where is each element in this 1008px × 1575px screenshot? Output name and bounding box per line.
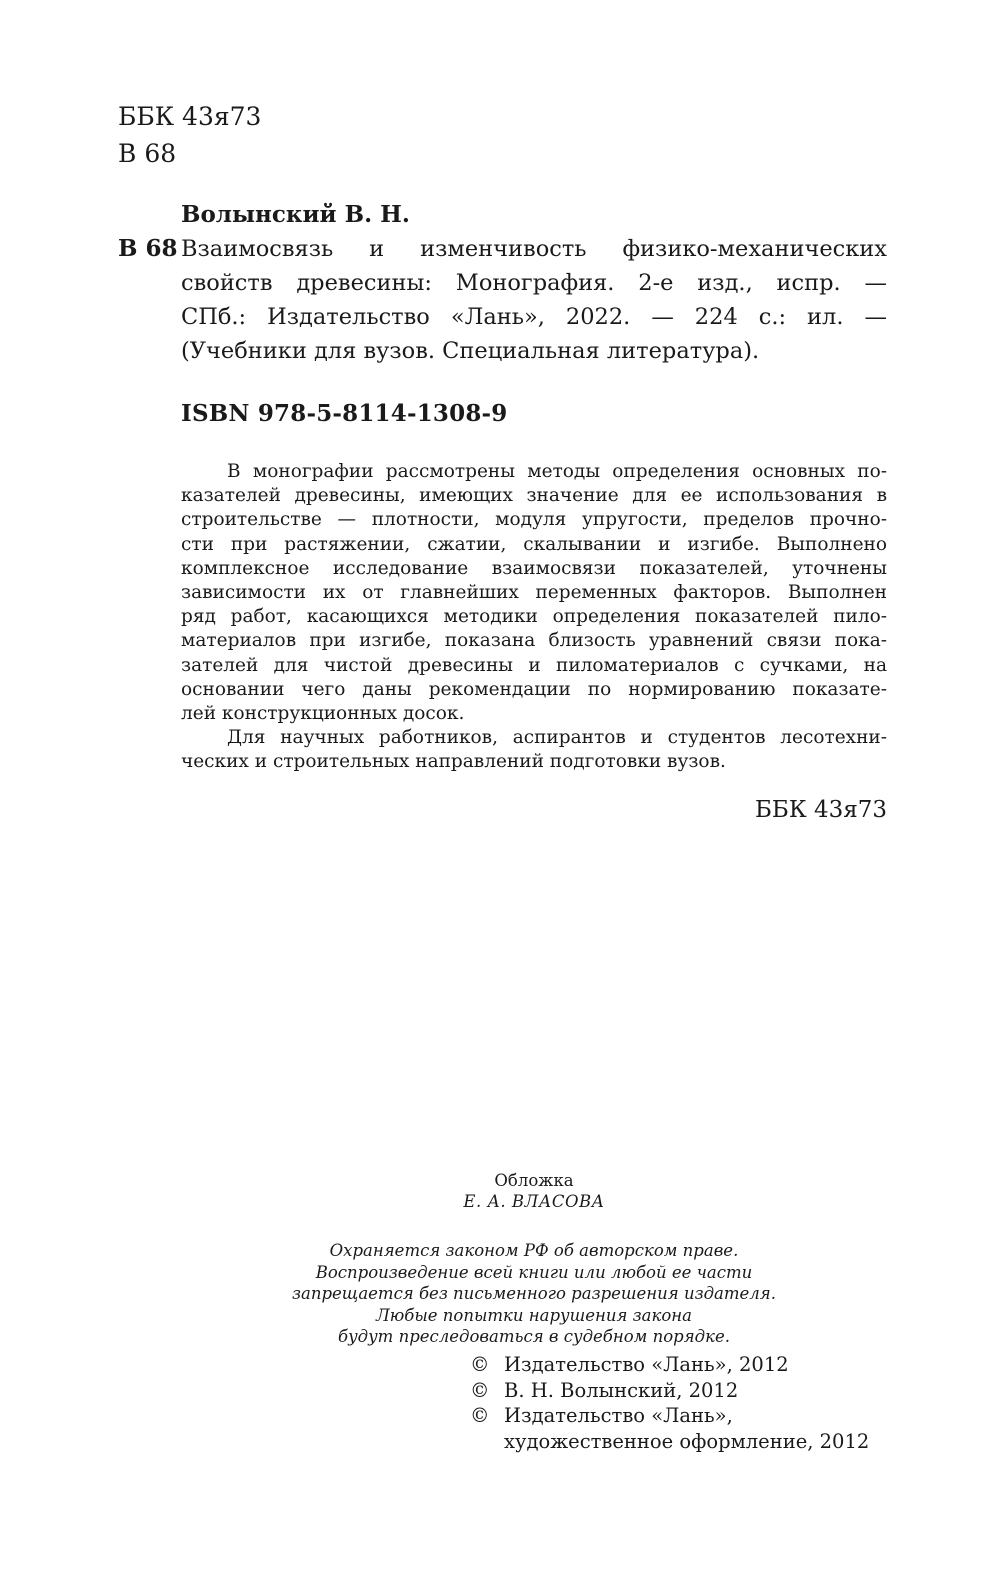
copyright-text: Издательство «Лань», 2012 [504, 1353, 789, 1376]
abstract-line: ряд работ, касающихся методики определения показателей пило- [181, 606, 887, 628]
abstract-line: казателей древесины, имеющих значение для ее использования в [181, 485, 887, 507]
abstract-line: зависимости их от главнейших переменных факторов. Выполнен [181, 582, 887, 604]
bbk-code: ББК 43я73 [118, 102, 262, 131]
legal-line: Охраняется законом РФ об авторском праве. [329, 1241, 739, 1260]
legal-line: Воспроизведение всей книги или любой ее части [315, 1262, 753, 1282]
legal-line: Любые попытки нарушения закона [375, 1305, 693, 1325]
abstract-line: строительстве — плотности, модуля упругости, пределов прочно- [181, 509, 887, 531]
abstract-line: комплексное исследование взаимосвязи показателей, уточнены [181, 557, 887, 579]
title-line: СПб.: Издательство «Лань», 2022. — 224 с.: ил. — [181, 304, 887, 330]
copyright-row [470, 1403, 869, 1429]
copyright-list [470, 1352, 869, 1454]
bbk-header [118, 98, 261, 172]
copyright-icon: © [470, 1378, 490, 1402]
title-line: (Учебники для вузов. Специальная литература). [181, 338, 760, 364]
bibliographic-description [181, 232, 887, 368]
isbn: ISBN 978-5-8114-1308-9 [181, 400, 508, 427]
abstract [181, 460, 887, 775]
bbk-footer-code: ББК 43я73 [755, 797, 887, 823]
copyright-icon: © [470, 1353, 490, 1376]
copyright-row [470, 1352, 869, 1378]
copyright-icon: © [470, 1404, 490, 1427]
abstract-line: В монографии рассмотрены методы определения основных по- [227, 461, 887, 482]
legal-line: будут преследоваться в судебном порядке. [338, 1327, 730, 1346]
abstract-line: сти при растяжении, сжатии, скалывании и изгибе. Выполнено [181, 533, 887, 555]
copyright-row [470, 1378, 869, 1404]
abstract-line: лей конструкционных досок. [181, 703, 465, 725]
abstract-line: Для научных работников, аспирантов и студентов лесотехни- [227, 727, 887, 749]
record-cipher: В 68 [118, 235, 178, 262]
abstract-line: зателей для чистой древесины и пиломатериалов с сучками, на [181, 654, 887, 676]
cover-label: Обложка [494, 1171, 574, 1190]
cover-credit [0, 1170, 1008, 1212]
author-cipher: В 68 [118, 139, 177, 168]
copyright-legal-notice [0, 1240, 1008, 1348]
cover-designer: Е. А. ВЛАСОВА [463, 1192, 605, 1211]
abstract-line: ческих и строительных направлений подготовки вузов. [181, 751, 726, 773]
title-line: свойств древесины: Монография. 2-е изд., испр. — [181, 270, 887, 296]
copyright-text: Издательство «Лань», [504, 1404, 733, 1427]
abstract-line: основании чего даны рекомендации по нормированию показате- [181, 678, 887, 700]
author-name: Волынский В. Н. [181, 201, 410, 228]
abstract-line: материалов при изгибе, показана близость уравнений связи пока- [181, 630, 887, 652]
title-line: Взаимосвязь и изменчивость физико-механических [181, 236, 887, 262]
legal-line: запрещается без письменного разрешения издателя. [292, 1284, 776, 1303]
copyright-continuation: художественное оформление, 2012 [504, 1429, 870, 1453]
copyright-text: В. Н. Волынский, 2012 [504, 1378, 739, 1402]
